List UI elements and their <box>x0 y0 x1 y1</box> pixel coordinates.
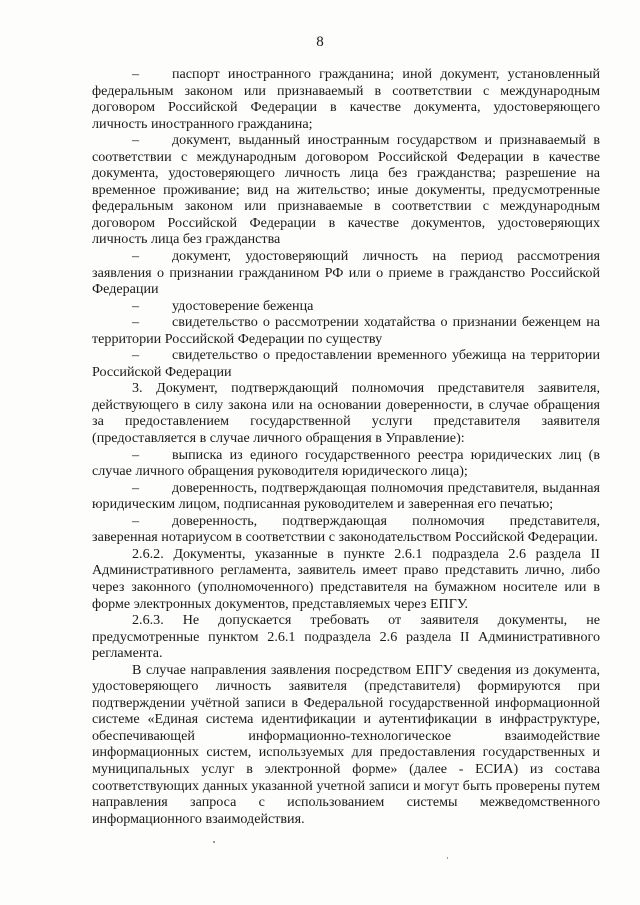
scan-speck <box>213 841 215 843</box>
list-dash: – <box>132 297 140 314</box>
paragraph-text: документ, удостоверяющий личность на период рассмотрения заявления о признании гражданином РФ или о приеме в гражданство Российской Федерации <box>92 248 600 298</box>
list-dash: – <box>132 479 140 496</box>
paragraph-temporary-asylum <box>92 347 600 380</box>
paragraph-2-6-3: 2.6.3. Не допускается требовать от заявителя документы, не предусмотренные пунктом 2.6.1 подраздела 2.6 раздела II Административного регламента. <box>92 612 600 662</box>
paragraph-foreign-passport <box>92 66 600 132</box>
paragraph-text: доверенность, подтверждающая полномочия представителя, выданная юридическим лицом, подписанная руководителем и заверенная его печатью; <box>92 479 600 513</box>
list-dash: – <box>132 132 140 149</box>
document-body <box>92 66 600 827</box>
list-dash: – <box>132 446 140 463</box>
page-number: 8 <box>316 34 324 50</box>
paragraph-notarized-poa <box>92 513 600 546</box>
paragraph-2-6-2: 2.6.2. Документы, указанные в пункте 2.6.1 подраздела 2.6 раздела II Административного регламента, заявитель имеет право представить лично, либо через законного (уполномоченного) представителя на бумажном носителе или в форме электронных документов, представляемых через ЕПГУ. <box>92 545 600 612</box>
paragraph-stateless-document <box>92 132 600 248</box>
paragraph-text: свидетельство о предоставлении временного убежища на территории Российской Федерации <box>92 347 600 380</box>
paragraph-egrul-extract <box>92 447 600 480</box>
paragraph-text: документ, выданный иностранным государством и признаваемый в соответствии с международным договором Российской Федерации в качестве документа, удостоверяющего личность лица без гражданства; разрешение на временное проживание; вид на жительство; иные документы, предусмотренные федеральным законом или признаваемые в соответствии с международным договором Российской Федерации в качестве документов, удостоверяющих личность лица без гражданства <box>92 132 600 248</box>
paragraph-refugee-certificate <box>92 298 600 315</box>
list-dash: – <box>132 347 140 364</box>
paragraph-text: паспорт иностранного гражданина; иной документ, установленный федеральным законом или признаваемый в соответствии с международным договором Российской Федерации в качестве документа, удостоверяющего личность иностранного гражданина; <box>92 66 600 132</box>
scan-speck <box>447 857 448 859</box>
paragraph-temporary-id <box>92 248 600 298</box>
paragraph-text: доверенность, подтверждающая полномочия представителя, заверенная нотариусом в соответствии с законодательством Российской Федерации. <box>92 512 600 546</box>
list-dash: – <box>132 248 140 265</box>
list-dash: – <box>132 314 140 331</box>
paragraph-refugee-petition <box>92 314 600 347</box>
paragraph-text: выписка из единого государственного реестра юридических лиц (в случае личного обращения руководителя юридического лица); <box>92 446 600 480</box>
list-dash: – <box>132 512 140 529</box>
paragraph-representative-authority: 3. Документ, подтверждающий полномочия представителя заявителя, действующего в силу закона или на основании доверенности, в случае обращения за предоставлением государственной услуги представителя заявителя (предоставляется в случае личного обращения в Управление): <box>92 380 600 447</box>
list-dash: – <box>132 66 140 82</box>
paragraph-text: удостоверение беженца <box>172 297 314 314</box>
paragraph-epgu-esia: В случае направления заявления посредством ЕПГУ сведения из документа, удостоверяющего личность заявителя (представителя) формируются при подтверждении учётной записи в Федеральной государственной информационной системе «Единая система идентификации и аутентификации в инфраструктуре, обеспечивающей информационно-технологическое взаимодействие информационных систем, используемых для предоставления государственных и муниципальных услуг в электронной форме» (далее - ЕСИА) из состава соответствующих данных указанной учетной записи и могут быть проверены путем направления запроса с использованием системы межведомственного информационного взаимодействия. <box>92 661 600 827</box>
paragraph-text: свидетельство о рассмотрении ходатайства о признании беженцем на территории Российской Федерации по существу <box>92 314 600 347</box>
paragraph-legal-entity-poa <box>92 480 600 513</box>
